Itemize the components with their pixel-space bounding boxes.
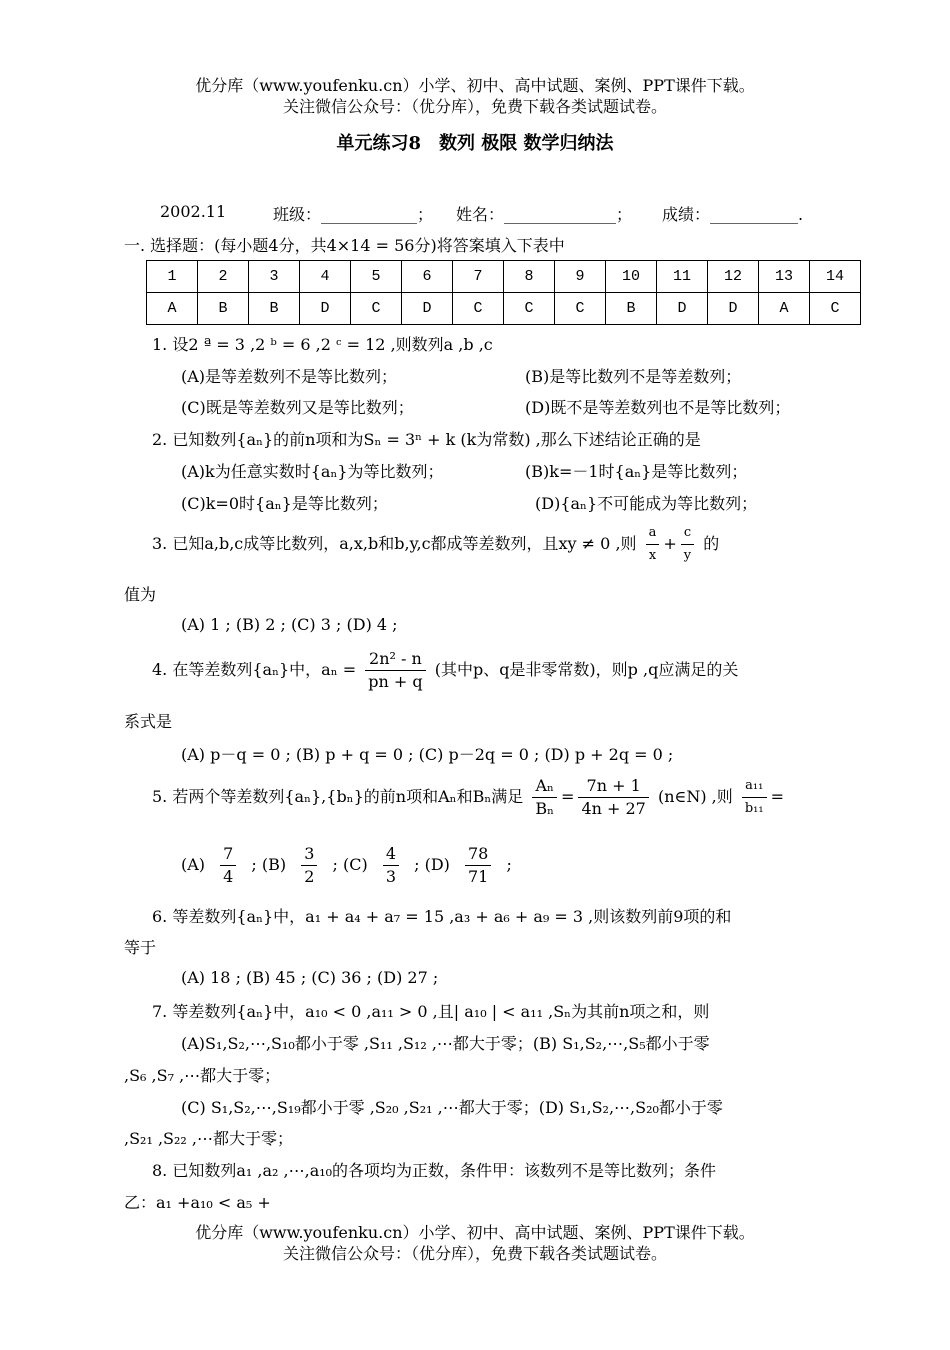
q5-f2-den: 4n + 27 [581,799,646,818]
answer-cell: B [249,293,300,325]
q5-b-den: 2 [304,867,315,886]
q7-stem: 7. 等差数列{aₙ}中，a₁₀ < 0 ,a₁₁ > 0 ,且| a₁₀ | < a₁₁ ,Sₙ为其前n项之和，则 [152,1002,710,1021]
q5-opt-c-frac [383,843,399,888]
q5-d-num: 78 [465,843,491,866]
q5-opt-b-frac [301,843,317,888]
q3-continuation: 值为 [124,585,157,604]
num-cell: 1 [147,261,198,293]
footer-line-2: 关注微信公众号：（优分库），免费下载各类试题试卷。 [282,1244,667,1263]
section-heading: 一. 选择题：(每小题4分，共4×14 = 56分)将答案填入下表中 [124,236,565,255]
q3-stem [152,522,719,567]
q8-continuation: 乙：a₁ +a₁₀ < a₅ + [124,1193,271,1212]
answer-cell: C [810,293,861,325]
q5-a-num: 7 [220,843,236,866]
num-cell: 11 [657,261,708,293]
q3-tail: 的 [703,534,720,553]
num-cell: 7 [453,261,504,293]
q5-f3-num: a₁₁ [742,775,767,798]
q4-tail: (其中p、q是非零常数)，则p ,q应满足的关 [434,660,739,679]
q4-options: (A) p－q = 0 ; (B) p + q = 0 ; (C) p－2q = 0 ; (D) p + 2q = 0 ; [181,745,674,764]
answer-number-row [147,261,861,293]
page-title: 单元练习8 数列 极限 数学归纳法 [336,133,614,154]
q1-stem: 1. 设2 ª = 3 ,2 ᵇ = 6 ,2 ᶜ = 12 ,则数列a ,b ,c [152,335,493,354]
num-cell: 9 [555,261,606,293]
q1-option-a: (A)是等差数列不是等比数列； [181,367,398,386]
q5-mid: (n∈N) ,则 [657,787,733,806]
answer-cell: C [351,293,402,325]
score-field: 成绩：___________. [662,205,804,224]
num-cell: 4 [300,261,351,293]
q2-option-a: (A)k为任意实数时{aₙ}为等比数列； [181,462,444,481]
q8-stem: 8. 已知数列a₁ ,a₂ ,⋯,a₁₀的各项均为正数，条件甲：该数列不是等比数列；条件 [152,1161,717,1180]
q4-stem [152,648,738,693]
q5-sep-c: ; (C) [332,855,368,874]
q4-den: pn + q [368,672,423,691]
answer-cell: A [147,293,198,325]
q5-c-den: 3 [385,867,396,886]
q5-f3-den: b₁₁ [744,801,764,816]
answer-cell: D [402,293,453,325]
q3-fraction-c-y [681,522,694,567]
q3-fraction-a-x [646,522,660,567]
q5-f1-den: Bₙ [535,799,555,818]
q7-options-cd-cont: ,S₂₁ ,S₂₂ ,⋯都大于零； [124,1129,294,1148]
q5-f1-num: Aₙ [532,775,557,798]
q7-options-ab: (A)S₁,S₂,⋯,S₁₀都小于零 ,S₁₁ ,S₁₂ ,⋯都大于零；(B) S₁,S₂,⋯,S₅都小于零 [181,1034,710,1053]
answer-cell: C [504,293,555,325]
q5-fraction-ab [532,775,557,820]
num-cell: 5 [351,261,402,293]
q4-num: 2n² - n [365,648,425,671]
answer-cell: C [555,293,606,325]
q5-opt-d-frac [465,843,491,888]
q4-text: 4. 在等差数列{aₙ}中，aₙ = [152,660,357,679]
q6-continuation: 等于 [124,938,157,957]
q5-b-num: 3 [301,843,317,866]
answer-cell: B [198,293,249,325]
q5-c-num: 4 [383,843,399,866]
q5-sep-d: ; (D) [414,855,450,874]
answer-cell: D [708,293,759,325]
num-cell: 14 [810,261,861,293]
q7-options-cd: (C) S₁,S₂,⋯,S₁₉都小于零 ,S₂₀ ,S₂₁ ,⋯都大于零；(D) S₁,S₂,⋯,S₂₀都小于零 [181,1098,723,1117]
q5-eq2: = [770,787,785,806]
q2-option-d: (D){aₙ}不可能成为等比数列； [535,494,758,513]
q5-sep-b: ; (B) [251,855,287,874]
q1-option-d: (D)既不是等差数列也不是等比数列； [525,398,791,417]
class-field: 班级：____________； [273,205,434,224]
q3-f2-den: y [683,548,692,563]
q5-eq: = [561,787,575,806]
num-cell: 3 [249,261,300,293]
q3-f2-num: c [681,522,694,545]
answer-letter-row [147,293,861,325]
q5-options [181,843,512,888]
q5-d-den: 71 [467,867,489,886]
date: 2002.11 [160,202,227,221]
footer-line-1: 优分库（www.youfenku.cn）小学、初中、高中试题、案例、PPT课件下载。 [195,1223,755,1242]
q3-plus: + [663,534,677,553]
q5-fraction-a11-b11 [742,775,767,820]
q3-options: (A) 1 ; (B) 2 ; (C) 3 ; (D) 4 ; [181,615,398,634]
num-cell: 10 [606,261,657,293]
answer-cell: B [606,293,657,325]
q5-opt-a-label: (A) [181,855,206,874]
header-line-1: 优分库（www.youfenku.cn）小学、初中、高中试题、案例、PPT课件下载。 [195,76,755,95]
q5-end: ; [506,855,512,874]
q2-option-c: (C)k=0时{aₙ}是等比数列； [181,494,388,513]
q6-stem: 6. 等差数列{aₙ}中，a₁ + a₄ + a₇ = 15 ,a₃ + a₆ + a₉ = 3 ,则该数列前9项的和 [152,907,732,926]
name-field: 姓名：______________； [456,205,633,224]
num-cell: 6 [402,261,453,293]
q4-fraction [365,648,425,693]
q3-f1-den: x [648,548,657,563]
q4-continuation: 系式是 [124,712,173,731]
q5-f2-num: 7n + 1 [578,775,648,798]
q5-a-den: 4 [223,867,234,886]
q2-stem: 2. 已知数列{aₙ}的前n项和为Sₙ = 3ⁿ + k (k为常数) ,那么下述结论正确的是 [152,430,701,449]
q3-text: 3. 已知a,b,c成等比数列，a,x,b和b,y,c都成等差数列，且xy ≠ 0 ,则 [152,534,637,553]
answer-cell: D [300,293,351,325]
num-cell: 12 [708,261,759,293]
q5-text: 5. 若两个等差数列{aₙ},{bₙ}的前n项和Aₙ和Bₙ满足 [152,787,524,806]
q1-option-b: (B)是等比数列不是等差数列； [525,367,742,386]
q5-opt-a-frac [220,843,236,888]
answer-cell: A [759,293,810,325]
num-cell: 2 [198,261,249,293]
num-cell: 13 [759,261,810,293]
q7-options-ab-cont: ,S₆ ,S₇ ,⋯都大于零； [124,1066,281,1085]
answer-cell: C [453,293,504,325]
q5-stem [152,775,784,820]
q3-f1-num: a [646,522,660,545]
q6-options: (A) 18 ; (B) 45 ; (C) 36 ; (D) 27 ; [181,968,439,987]
num-cell: 8 [504,261,555,293]
answer-table [146,260,861,325]
q1-option-c: (C)既是等差数列又是等比数列； [181,398,414,417]
header-line-2: 关注微信公众号：（优分库），免费下载各类试题试卷。 [282,97,667,116]
q5-fraction-ratio [578,775,648,820]
q2-option-b: (B)k=－1时{aₙ}是等比数列； [525,462,748,481]
answer-cell: D [657,293,708,325]
